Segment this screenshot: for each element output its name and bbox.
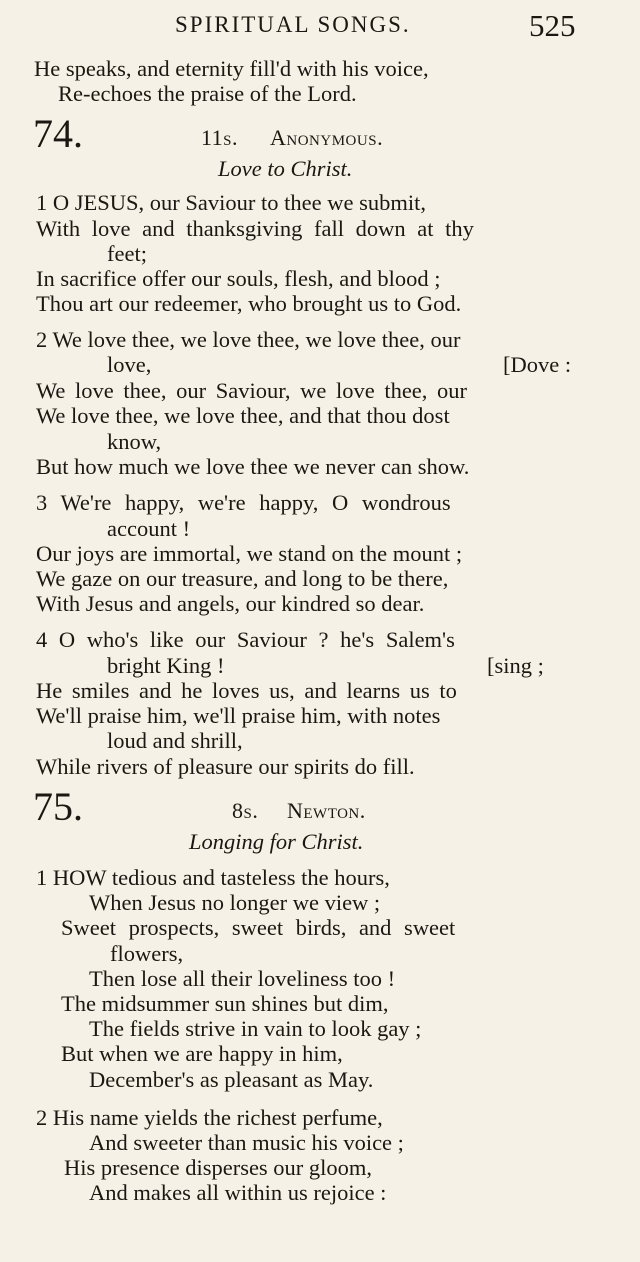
verse-line: [sing ; [487,653,544,678]
verse-line: 1 HOW tedious and tasteless the hours, [36,865,390,890]
verse-line: December's as pleasant as May. [89,1067,374,1092]
verse-line: And makes all within us rejoice : [89,1180,387,1205]
verse-line: 2 We love thee, we love thee, we love thee, our [36,327,461,352]
verse-line: We love thee, our Saviour, we love thee, our [36,378,468,403]
verse-line: feet; [107,241,147,266]
verse-line: While rivers of pleasure our spirits do fill. [36,754,415,779]
verse-line: love, [107,352,152,377]
verse-line: bright King ! [107,653,225,678]
verse-line: With love and thanksgiving fall down at thy [36,216,474,241]
verse-line: loud and shrill, [107,728,243,753]
hymn-number: 74. [33,111,83,156]
verse-line: His presence disperses our gloom, [64,1155,373,1180]
verse-line: flowers, [110,941,184,966]
verse-line: The midsummer sun shines but dim, [61,991,389,1016]
hymn-author: Newton. [287,798,366,823]
verse-line: But when we are happy in him, [61,1041,343,1066]
page-number: 525 [529,8,576,43]
hymn-meter: 11s. [201,125,239,150]
verse-line: We gaze on our treasure, and long to be there, [36,566,449,591]
verse-line: account ! [107,516,191,541]
verse-line: With Jesus and angels, our kindred so dear. [36,591,425,616]
verse-line: 4 O who's like our Saviour ? he's Salem's [36,627,455,652]
verse-line: But how much we love thee we never can show. [36,454,470,479]
verse-line: Our joys are immortal, we stand on the mount ; [36,541,463,566]
verse-line: 2 His name yields the richest perfume, [36,1105,383,1130]
verse-line: In sacrifice offer our souls, flesh, and blood ; [36,266,441,291]
intro-line: Re-echoes the praise of the Lord. [58,81,357,106]
verse-line: Thou art our redeemer, who brought us to God. [36,291,462,316]
hymn-meter: 8s. [232,798,259,823]
verse-line: We love thee, we love thee, and that thou dost [36,403,450,428]
hymn-number: 75. [33,784,83,829]
verse-line: Sweet prospects, sweet birds, and sweet [61,915,456,940]
verse-line: And sweeter than music his voice ; [89,1130,404,1155]
verse-line: He smiles and he loves us, and learns us to [36,678,457,703]
verse-line: 1 O JESUS, our Saviour to thee we submit, [36,190,426,215]
running-header: SPIRITUAL SONGS. [175,12,411,37]
verse-line: know, [107,429,162,454]
intro-line: He speaks, and eternity fill'd with his voice, [34,56,429,81]
hymn-title: Longing for Christ. [189,829,364,854]
verse-line: We'll praise him, we'll praise him, with notes [36,703,441,728]
verse-line: [Dove : [503,352,572,377]
verse-line: 3 We're happy, we're happy, O wondrous [36,490,451,515]
hymn-title: Love to Christ. [218,156,353,181]
hymn-author: Anonymous. [270,125,384,150]
verse-line: The fields strive in vain to look gay ; [89,1016,422,1041]
verse-line: Then lose all their loveliness too ! [89,966,396,991]
verse-line: When Jesus no longer we view ; [89,890,381,915]
